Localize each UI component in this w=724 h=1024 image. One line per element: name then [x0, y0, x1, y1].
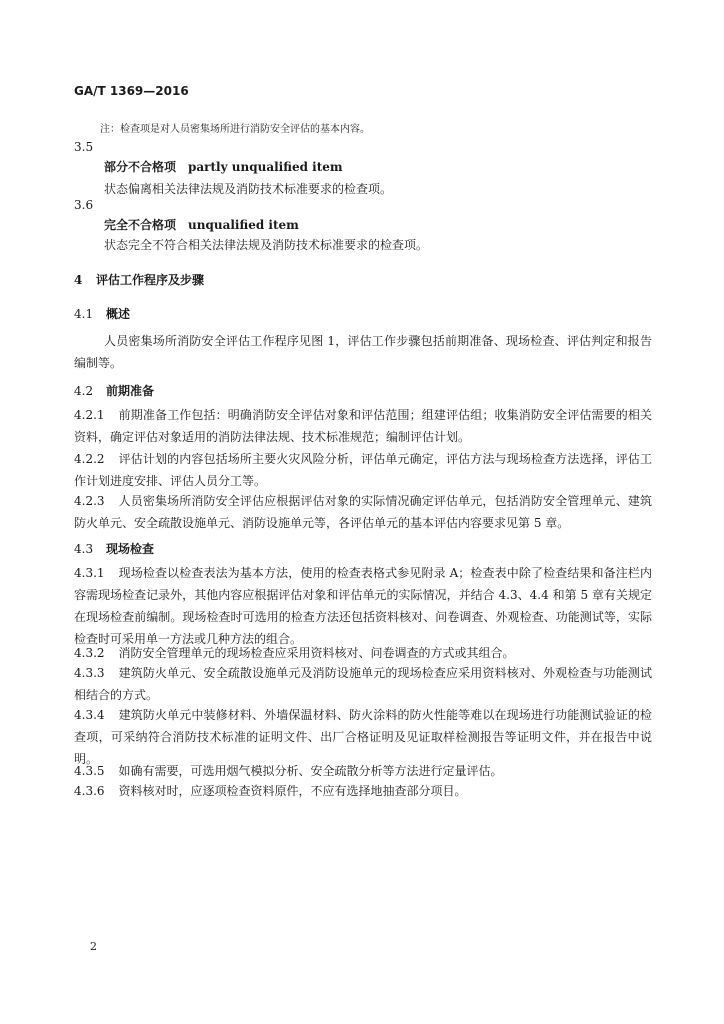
paragraph-4-3-5 [74, 760, 652, 782]
term-title-zh: 部分不合格项 [104, 160, 177, 174]
section-4-heading [74, 271, 204, 288]
section-title: 概述 [106, 307, 131, 321]
paragraph-text: 建筑防火单元、安全疏散设施单元及消防设施单元的现场检查应采用资料核对、外观检查与功能测试相结合的方式。 [74, 666, 652, 702]
section-number: 4.3 [74, 542, 94, 556]
term-number: 3.5 [74, 140, 94, 154]
paragraph-4-3-6 [74, 780, 652, 802]
page-number: 2 [90, 940, 97, 953]
paragraph-4-2-1 [74, 404, 652, 448]
paragraph-4-1: 人员密集场所消防安全评估工作程序见图 1，评估工作步骤包括前期准备、现场检查、评估判定和报告编制等。 [74, 334, 652, 370]
term-title-en: unqualified item [188, 218, 299, 232]
paragraph-4-3-3 [74, 662, 652, 706]
section-title: 前期准备 [106, 384, 155, 398]
paragraph-number: 4.2.2 [74, 452, 105, 466]
paragraph-text: 前期准备工作包括：明确消防安全评估对象和评估范围；组建评估组；收集消防安全评估需要的相关资料，确定评估对象适用的消防法律法规、技术标准规范；编制评估计划。 [74, 408, 652, 444]
standard-number: GA/T 1369—2016 [74, 84, 189, 98]
paragraph-4-3-2 [74, 642, 652, 664]
paragraph-number: 4.3.4 [74, 708, 105, 722]
term-title-zh: 完全不合格项 [104, 218, 177, 232]
section-number: 4.2 [74, 384, 94, 398]
paragraph-number: 4.2.3 [74, 494, 105, 508]
section-number: 4.1 [74, 307, 94, 321]
section-4-3-heading [74, 540, 154, 557]
paragraph-text: 评估计划的内容包括场所主要火灾风险分析，评估单元确定，评估方法与现场检查方法选择，评估工作计划进度安排、评估人员分工等。 [74, 452, 652, 488]
term-number: 3.6 [74, 198, 94, 212]
paragraph-number: 4.3.2 [74, 646, 105, 660]
section-title: 评估工作程序及步骤 [96, 273, 205, 287]
paragraph-number: 4.3.3 [74, 666, 105, 680]
paragraph-text: 人员密集场所消防安全评估应根据评估对象的实际情况确定评估单元，包括消防安全管理单元、建筑防火单元、安全疏散设施单元、消防设施单元等，各评估单元的基本评估内容要求见第 5 章。 [74, 494, 652, 530]
section-title: 现场检查 [106, 542, 155, 556]
paragraph-number: 4.2.1 [74, 408, 105, 422]
note: 注：检查项是对人员密集场所进行消防安全评估的基本内容。 [100, 124, 370, 135]
term-definition: 状态偏离相关法律法规及消防技术标准要求的检查项。 [104, 182, 393, 196]
paragraph-text: 现场检查以检查表法为基本方法，使用的检查表格式参见附录 A；检查表中除了检查结果和备注栏内容需现场检查记录外，其他内容应根据评估对象和评估单元的实际情况，并结合 4.3、4.4 和第 5 章有关规定在现场检查前编制。现场检查时可选用的检查方法还包括资料核对、问卷调查、外观检查、功能测试等，实际检查时可采用单一方法或几种方法的组合。 [74, 566, 652, 646]
paragraph-number: 4.3.5 [74, 764, 105, 778]
paragraph-text: 资料核对时，应逐项检查资料原件，不应有选择地抽查部分项目。 [118, 784, 467, 798]
paragraph-4-2-3 [74, 490, 652, 534]
paragraph-number: 4.3.1 [74, 566, 105, 580]
paragraph-number: 4.3.6 [74, 784, 105, 798]
term-title-en: partly unqualified item [188, 160, 343, 174]
paragraph-4-2-2 [74, 448, 652, 492]
term-title [104, 216, 299, 233]
paragraph-4-3-1 [74, 562, 652, 650]
paragraph-text: 消防安全管理单元的现场检查应采用资料核对、问卷调查的方式或其组合。 [118, 646, 515, 660]
section-4-1-heading [74, 305, 130, 322]
term-title [104, 158, 343, 175]
section-number: 4 [74, 273, 83, 287]
paragraph-text: 建筑防火单元中装修材料、外墙保温材料、防火涂料的防火性能等难以在现场进行功能测试验证的检查项，可采纳符合消防技术标准的证明文件、出厂合格证明及见证取样检测报告等证明文件，并在报告中说明。 [74, 708, 652, 766]
term-definition: 状态完全不符合相关法律法规及消防技术标准要求的检查项。 [104, 238, 429, 252]
paragraph-text: 如确有需要，可选用烟气模拟分析、安全疏散分析等方法进行定量评估。 [118, 764, 503, 778]
section-4-2-heading [74, 382, 154, 399]
